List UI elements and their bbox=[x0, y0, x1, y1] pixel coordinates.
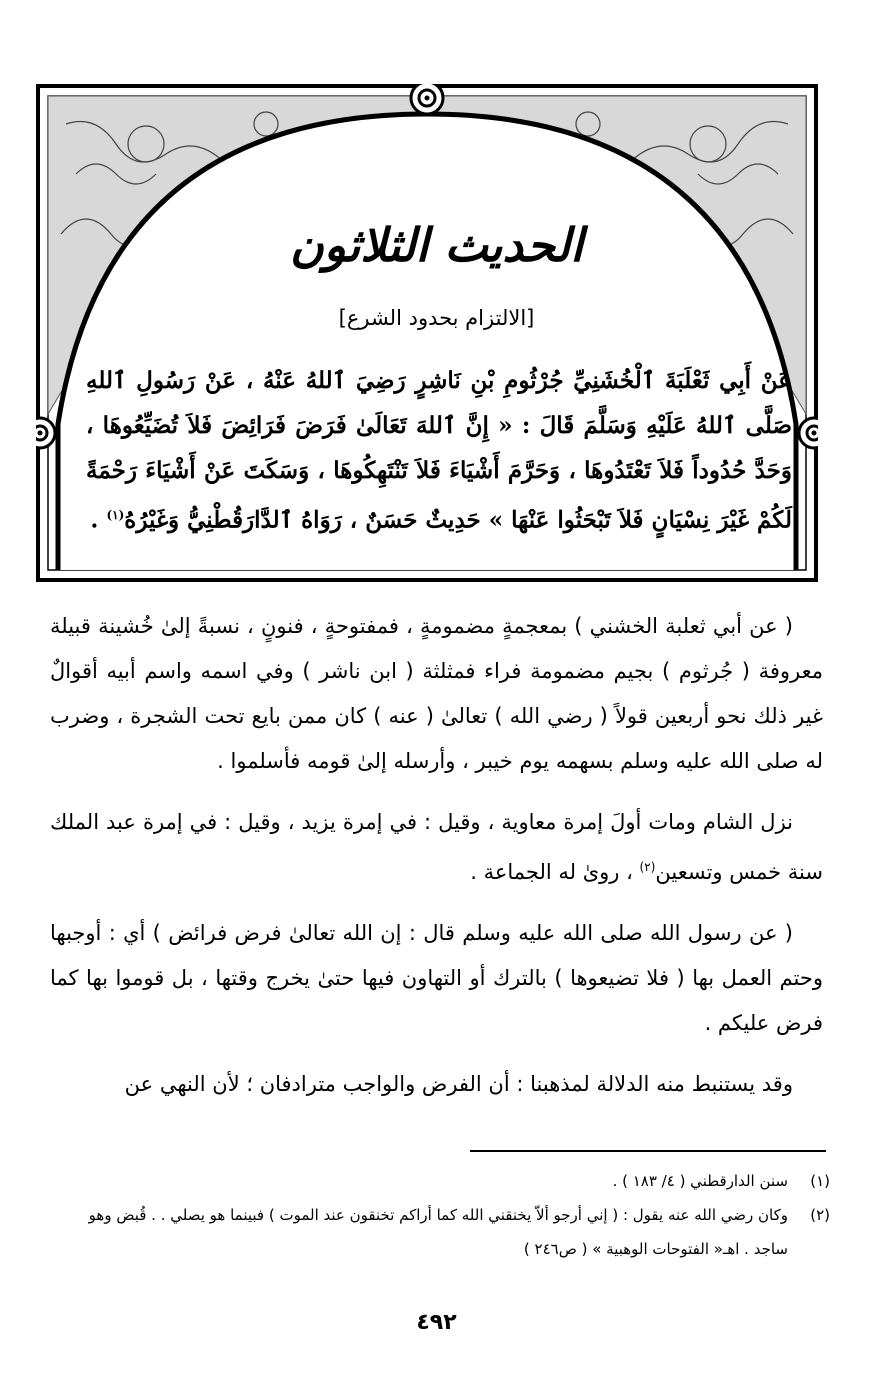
footnote-text: سنن الدارقطني ( ٤/ ١٨٣ ) . bbox=[612, 1172, 788, 1190]
footnote-marker-2: (٢) bbox=[639, 860, 656, 874]
footnote-number: (١) bbox=[810, 1172, 830, 1190]
hadith-text bbox=[86, 358, 792, 543]
hadith-body: عَنْ أَبِي ثَعْلَبَةَ ٱلْخُشَنِيِّ جُرْثُومِ بْنِ نَاشِرٍ رَضِيَ ٱللهُ عَنْهُ ، عَنْ رَسُولِ ٱللهِ صَلَّى ٱللهُ عَلَيْهِ وَسَلَّمَ قَالَ : « إِنَّ ٱللهَ تَعَالَىٰ فَرَضَ فَرَائِضَ فَلاَ تُضَيِّعُوهَا ، وَحَدَّ حُدُوداً فَلاَ تَعْتَدُوهَا ، وَحَرَّمَ أَشْيَاءَ فَلاَ تَنْتَهِكُوهَا ، وَسَكَتَ عَنْ أَشْيَاءَ رَحْمَةً لَكُمْ غَيْرَ نِسْيَانٍ فَلاَ تَبْحَثُوا عَنْهَا » حَدِيثٌ حَسَنٌ ، رَوَاهُ ٱلدَّارَقُطْنِيُّ وَغَيْرُهُ bbox=[86, 367, 792, 534]
top-medallion bbox=[411, 84, 443, 114]
commentary-paragraph-4: وقد يستنبط منه الدلالة لمذهبنا : أن الفرض والواجب مترادفان ؛ لأن النهي عن bbox=[124, 1072, 793, 1096]
commentary bbox=[50, 604, 823, 1123]
paragraph-2-text: نزل الشام ومات أولَ إمرة معاوية ، وقيل : في إمرة يزيد ، وقيل : في إمرة عبد الملك سنة خمس وتسعين bbox=[50, 810, 823, 884]
footnote-1 bbox=[50, 1164, 830, 1198]
footnote-2 bbox=[50, 1198, 830, 1266]
footnotes bbox=[50, 1164, 830, 1266]
footnote-separator bbox=[470, 1150, 826, 1152]
commentary-paragraph-3: ( عن رسول الله صلى الله عليه وسلم قال : إن الله تعالىٰ فرض فرائض ) أي : أوجبها وحتم العمل بها ( فلا تضيعوها ) بالترك أو التهاون فيها حتىٰ يخرج وقتها ، بل قوموا بها كما فرض عليكم . bbox=[50, 921, 823, 1035]
commentary-paragraph-1: ( عن أبي ثعلبة الخشني ) بمعجمةٍ مضمومةٍ ، فمفتوحةٍ ، فنونٍ ، نسبةً إلىٰ خُشينة قبيلة معروفة ( جُرثوم ) بجيم مضمومة فراء فمثلثة ( ابن ناشر ) وفي اسمه واسم أبيه أقوالٌ غير ذلك نحو أربعين قولاً ( رضي الله ) تعالىٰ ( عنه ) كان ممن بايع تحت الشجرة ، وضرب له صلى الله عليه وسلم بسهمه يوم خيبر ، وأرسله إلىٰ قومه فأسلموا . bbox=[50, 614, 823, 773]
chapter-title: الحديث الثلاثون bbox=[289, 218, 584, 272]
footnote-number: (٢) bbox=[810, 1206, 830, 1224]
left-medallion bbox=[36, 418, 55, 448]
right-medallion bbox=[799, 418, 818, 448]
paragraph-2-end: ، رویٰ له الجماعة . bbox=[470, 860, 640, 884]
hadith-end: . bbox=[90, 506, 107, 534]
commentary-paragraph-2 bbox=[50, 800, 823, 895]
page-number: ٤٩٢ bbox=[416, 1310, 457, 1335]
chapter-subtitle: [الالتزام بحدود الشرع] bbox=[338, 306, 535, 330]
footnote-text: وكان رضي الله عنه يقول : ( إني أرجو ألاّ يخنقني الله كما أراكم تخنقون عند الموت ) فبينما هو يصلي . . قُبض وهو ساجد . اهـ« الفتوحات الوهبية » ( ص٢٤٦ ) bbox=[88, 1206, 788, 1258]
footnote-marker-1: (١) bbox=[106, 508, 125, 522]
